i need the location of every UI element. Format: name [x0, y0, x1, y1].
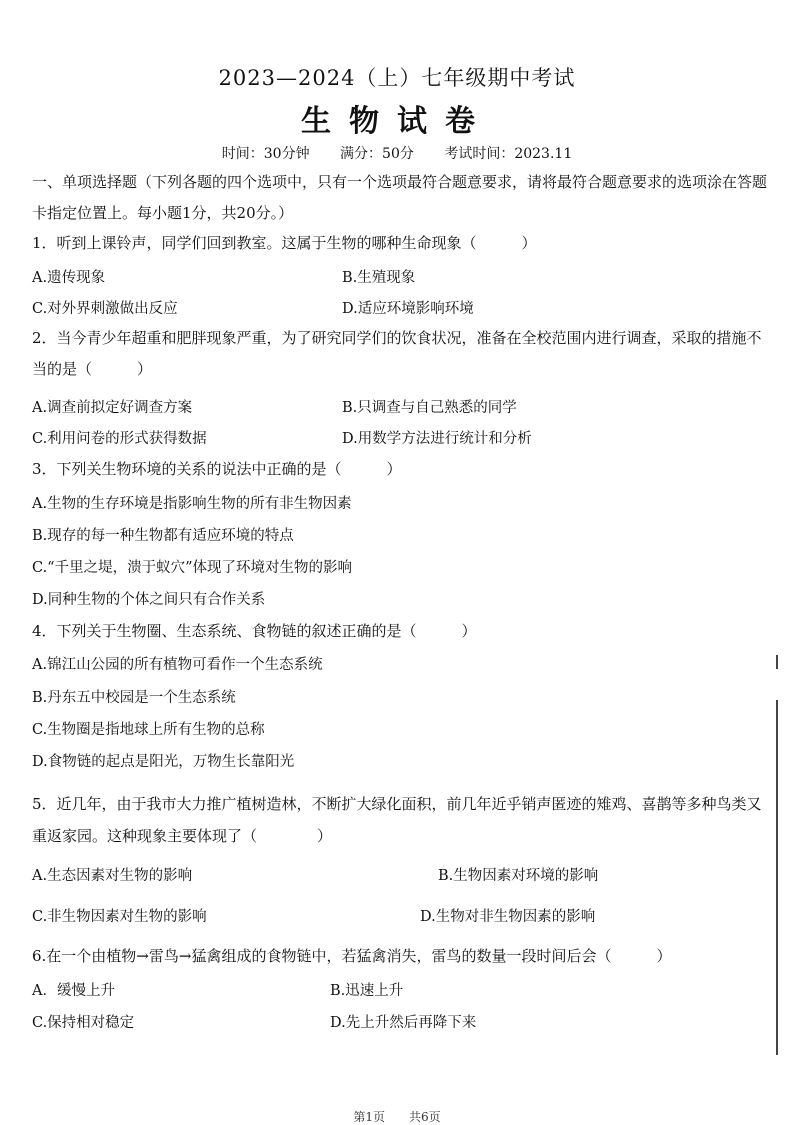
page-number: 第1页 共6页: [353, 1110, 441, 1124]
question-6-option-c: C.保持相对稳定: [32, 1015, 135, 1031]
scan-edge-mark: [776, 655, 778, 669]
question-5-stem: 5．近几年，由于我市大力推广植树造林，不断扩大绿化面积，前几年近乎销声匿迹的雉鸡、喜鹊等多种鸟类又重返家园。这种现象主要体现了（ ）: [32, 795, 762, 845]
question-3-stem: 3．下列关生物环境的关系的说法中正确的是（ ）: [32, 460, 402, 478]
question-1-option-d: D.适应环境影响环境: [342, 301, 474, 317]
score-info: 满分：50分: [340, 146, 414, 162]
scan-edge-line: [776, 700, 778, 1055]
question-2-option-b: B.只调查与自己熟悉的同学: [342, 400, 517, 416]
question-1-option-a: A.遗传现象: [32, 270, 106, 286]
question-6-stem: 6.在一个由植物→雷鸟→猛禽组成的食物链中，若猛禽消失，雷鸟的数量一段时间后会（ ）: [32, 947, 672, 965]
question-3-option-c: C.“千里之堤，溃于蚁穴”体现了环境对生物的影响: [32, 560, 353, 576]
section-heading: 一、单项选择题（下列各题的四个选项中，只有一个选项最符合题意要求，请将最符合题意要求的选项涂在答题卡指定位置上。每小题1分，共20分。）: [32, 173, 768, 222]
question-4-option-d: D.食物链的起点是阳光，万物生长靠阳光: [32, 754, 295, 770]
time-info: 时间：30分钟: [221, 146, 310, 162]
question-2-option-c: C.利用问卷的形式获得数据: [32, 431, 207, 447]
question-5-option-b: B.生物因素对环境的影响: [438, 868, 599, 884]
question-4-option-b: B.丹东五中校园是一个生态系统: [32, 690, 236, 706]
question-4-stem: 4．下列关于生物圈、生态系统、食物链的叙述正确的是（ ）: [32, 622, 477, 640]
question-1-option-c: C.对外界刺激做出反应: [32, 301, 178, 317]
question-3-option-d: D.同种生物的个体之间只有合作关系: [32, 592, 266, 608]
question-1-option-b: B.生殖现象: [342, 270, 416, 286]
question-2-stem: 2．当今青少年超重和肥胖现象严重，为了研究同学们的饮食状况，准备在全校范围内进行调查，采取的措施不当的是（ ）: [32, 329, 762, 378]
question-4-option-c: C.生物圈是指地球上所有生物的总称: [32, 722, 265, 738]
question-5-option-a: A.生态因素对生物的影响: [32, 868, 193, 884]
question-4-option-a: A.锦江山公园的所有植物可看作一个生态系统: [32, 657, 323, 673]
question-5-option-d: D.生物对非生物因素的影响: [420, 909, 596, 925]
question-3-option-b: B.现存的每一种生物都有适应环境的特点: [32, 528, 294, 544]
question-6-option-a: A．缓慢上升: [32, 983, 115, 999]
question-3-option-a: A.生物的生存环境是指影响生物的所有非生物因素: [32, 496, 352, 512]
question-2-option-a: A.调查前拟定好调查方案: [32, 400, 193, 416]
question-6-option-d: D.先上升然后再降下来: [330, 1015, 477, 1031]
date-info: 考试时间：2023.11: [444, 146, 573, 162]
subject-title: 生物试卷: [301, 104, 493, 139]
exam-meta: [0, 143, 794, 163]
question-2-option-d: D.用数学方法进行统计和分析: [342, 431, 532, 447]
question-6-option-b: B.迅速上升: [330, 983, 404, 999]
question-1-stem: 1．听到上课铃声，同学们回到教室。这属于生物的哪种生命现象（ ）: [32, 234, 537, 252]
question-5-option-c: C.非生物因素对生物的影响: [32, 909, 207, 925]
exam-title: 2023—2024（上）七年级期中考试: [218, 66, 576, 90]
